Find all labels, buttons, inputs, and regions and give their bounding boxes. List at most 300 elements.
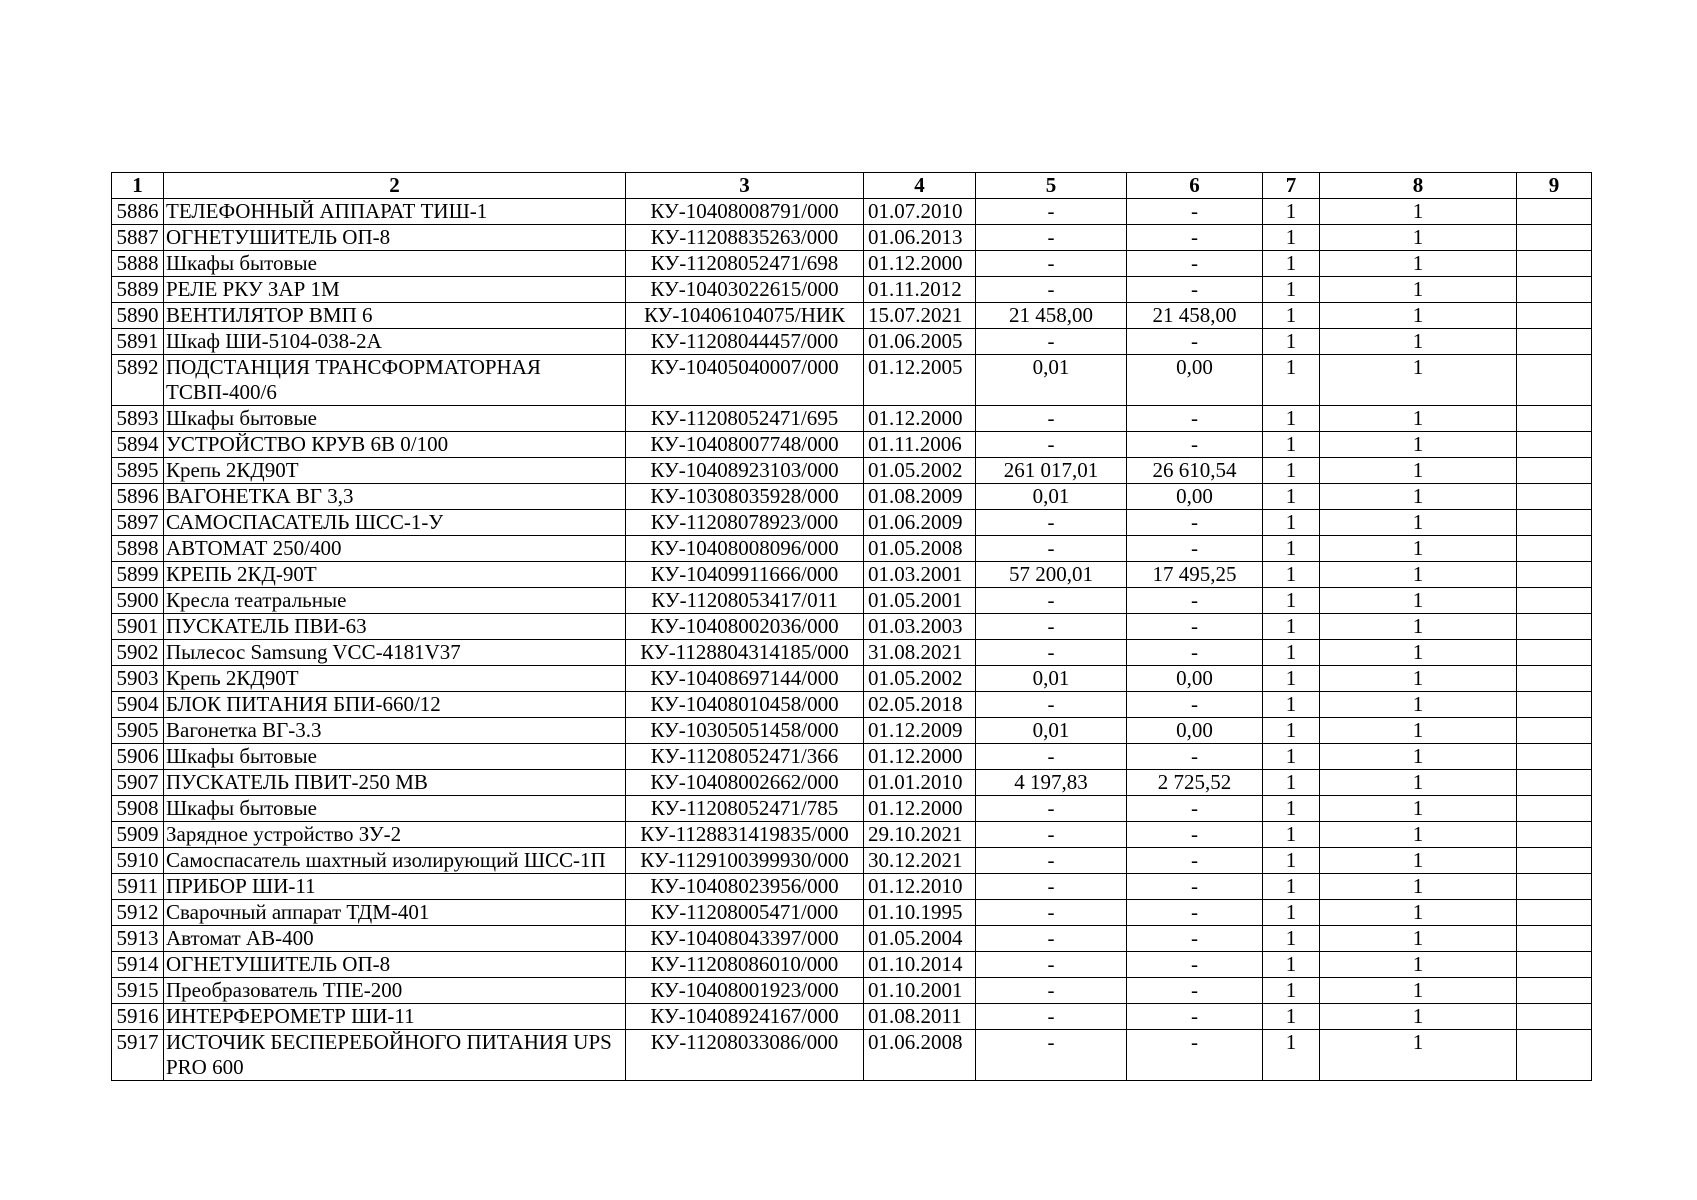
inventory-code: КУ-10408008791/000 (626, 199, 864, 225)
value-col-7: 1 (1263, 1030, 1320, 1081)
item-name: Кресла театральные (164, 588, 626, 614)
value-col-7: 1 (1263, 510, 1320, 536)
acquisition-date: 01.05.2002 (864, 458, 976, 484)
value-col-8: 1 (1320, 406, 1517, 432)
value-col-8: 1 (1320, 562, 1517, 588)
acquisition-date: 01.06.2013 (864, 225, 976, 251)
value-col-9 (1517, 796, 1592, 822)
value-col-9 (1517, 900, 1592, 926)
value-col-9 (1517, 952, 1592, 978)
table-row (112, 952, 1592, 978)
value-col-5: - (976, 822, 1127, 848)
value-col-6: - (1127, 874, 1263, 900)
row-number: 5912 (112, 900, 164, 926)
row-number: 5908 (112, 796, 164, 822)
value-col-6: 0,00 (1127, 666, 1263, 692)
inventory-code: КУ-1128831419835/000 (626, 822, 864, 848)
inventory-code: КУ-11208052471/366 (626, 744, 864, 770)
row-number: 5887 (112, 225, 164, 251)
acquisition-date: 01.06.2009 (864, 510, 976, 536)
acquisition-date: 01.10.1995 (864, 900, 976, 926)
value-col-7: 1 (1263, 588, 1320, 614)
value-col-8: 1 (1320, 329, 1517, 355)
row-number: 5899 (112, 562, 164, 588)
row-number: 5907 (112, 770, 164, 796)
value-col-9 (1517, 692, 1592, 718)
item-name: Шкафы бытовые (164, 796, 626, 822)
value-col-8: 1 (1320, 225, 1517, 251)
row-number: 5891 (112, 329, 164, 355)
value-col-9 (1517, 406, 1592, 432)
value-col-8: 1 (1320, 822, 1517, 848)
value-col-9 (1517, 614, 1592, 640)
item-name: ВЕНТИЛЯТОР ВМП 6 (164, 303, 626, 329)
value-col-9 (1517, 432, 1592, 458)
value-col-5: - (976, 1030, 1127, 1081)
value-col-8: 1 (1320, 355, 1517, 406)
row-number: 5913 (112, 926, 164, 952)
value-col-8: 1 (1320, 484, 1517, 510)
row-number: 5917 (112, 1030, 164, 1081)
table-row (112, 562, 1592, 588)
value-col-5: - (976, 329, 1127, 355)
inventory-code: КУ-10408001923/000 (626, 978, 864, 1004)
value-col-9 (1517, 1030, 1592, 1081)
value-col-7: 1 (1263, 822, 1320, 848)
row-number: 5911 (112, 874, 164, 900)
inventory-code: КУ-10405040007/000 (626, 355, 864, 406)
item-name: КРЕПЬ 2КД-90Т (164, 562, 626, 588)
value-col-5: - (976, 536, 1127, 562)
inventory-code: КУ-11208078923/000 (626, 510, 864, 536)
row-number: 5904 (112, 692, 164, 718)
value-col-7: 1 (1263, 744, 1320, 770)
value-col-8: 1 (1320, 744, 1517, 770)
table-row (112, 225, 1592, 251)
acquisition-date: 01.11.2006 (864, 432, 976, 458)
value-col-6: - (1127, 796, 1263, 822)
table-row (112, 978, 1592, 1004)
acquisition-date: 01.03.2001 (864, 562, 976, 588)
value-col-8: 1 (1320, 277, 1517, 303)
value-col-5: - (976, 588, 1127, 614)
value-col-6: - (1127, 1004, 1263, 1030)
item-name: Шкаф ШИ-5104-038-2А (164, 329, 626, 355)
value-col-9 (1517, 562, 1592, 588)
value-col-8: 1 (1320, 692, 1517, 718)
inventory-code: КУ-10308035928/000 (626, 484, 864, 510)
item-name: Зарядное устройство ЗУ-2 (164, 822, 626, 848)
inventory-code: КУ-11208835263/000 (626, 225, 864, 251)
value-col-5: - (976, 926, 1127, 952)
value-col-6: - (1127, 744, 1263, 770)
value-col-8: 1 (1320, 874, 1517, 900)
value-col-7: 1 (1263, 926, 1320, 952)
table-row (112, 329, 1592, 355)
value-col-5: 21 458,00 (976, 303, 1127, 329)
value-col-6: - (1127, 277, 1263, 303)
acquisition-date: 01.05.2002 (864, 666, 976, 692)
value-col-7: 1 (1263, 355, 1320, 406)
table-row (112, 536, 1592, 562)
value-col-9 (1517, 770, 1592, 796)
value-col-6: - (1127, 510, 1263, 536)
table-row (112, 640, 1592, 666)
table-row (112, 484, 1592, 510)
inventory-code: КУ-10408923103/000 (626, 458, 864, 484)
value-col-7: 1 (1263, 692, 1320, 718)
table-row (112, 277, 1592, 303)
value-col-7: 1 (1263, 458, 1320, 484)
acquisition-date: 01.08.2009 (864, 484, 976, 510)
value-col-8: 1 (1320, 536, 1517, 562)
value-col-6: - (1127, 588, 1263, 614)
value-col-5: 57 200,01 (976, 562, 1127, 588)
row-number: 5906 (112, 744, 164, 770)
value-col-5: - (976, 199, 1127, 225)
value-col-5: - (976, 277, 1127, 303)
value-col-7: 1 (1263, 303, 1320, 329)
inventory-code: КУ-11208053417/011 (626, 588, 864, 614)
value-col-5: 0,01 (976, 484, 1127, 510)
value-col-8: 1 (1320, 458, 1517, 484)
table-row (112, 900, 1592, 926)
value-col-6: - (1127, 406, 1263, 432)
value-col-5: - (976, 978, 1127, 1004)
value-col-7: 1 (1263, 666, 1320, 692)
value-col-7: 1 (1263, 1004, 1320, 1030)
value-col-8: 1 (1320, 952, 1517, 978)
value-col-9 (1517, 199, 1592, 225)
value-col-7: 1 (1263, 718, 1320, 744)
inventory-code: КУ-10408023956/000 (626, 874, 864, 900)
value-col-7: 1 (1263, 484, 1320, 510)
item-name: Преобразователь ТПЕ-200 (164, 978, 626, 1004)
value-col-6: 21 458,00 (1127, 303, 1263, 329)
table-row (112, 666, 1592, 692)
value-col-8: 1 (1320, 614, 1517, 640)
value-col-5: 0,01 (976, 718, 1127, 744)
table-row (112, 588, 1592, 614)
item-name: Вагонетка ВГ-3.3 (164, 718, 626, 744)
table-row (112, 744, 1592, 770)
value-col-5: - (976, 1004, 1127, 1030)
value-col-5: 0,01 (976, 666, 1127, 692)
table-row (112, 355, 1592, 406)
column-header-3: 3 (626, 173, 864, 199)
value-col-7: 1 (1263, 770, 1320, 796)
value-col-6: 17 495,25 (1127, 562, 1263, 588)
value-col-9 (1517, 848, 1592, 874)
table-row (112, 770, 1592, 796)
value-col-8: 1 (1320, 640, 1517, 666)
value-col-9 (1517, 744, 1592, 770)
acquisition-date: 01.10.2014 (864, 952, 976, 978)
value-col-6: - (1127, 978, 1263, 1004)
value-col-9 (1517, 926, 1592, 952)
value-col-8: 1 (1320, 432, 1517, 458)
header-row (112, 173, 1592, 199)
acquisition-date: 01.10.2001 (864, 978, 976, 1004)
item-name: Крепь 2КД90Т (164, 666, 626, 692)
column-header-9: 9 (1517, 173, 1592, 199)
row-number: 5900 (112, 588, 164, 614)
item-name: ИНТЕРФЕРОМЕТР ШИ-11 (164, 1004, 626, 1030)
acquisition-date: 01.06.2005 (864, 329, 976, 355)
value-col-7: 1 (1263, 536, 1320, 562)
acquisition-date: 01.12.2000 (864, 796, 976, 822)
column-header-7: 7 (1263, 173, 1320, 199)
acquisition-date: 31.08.2021 (864, 640, 976, 666)
item-name: ПРИБОР ШИ-11 (164, 874, 626, 900)
value-col-8: 1 (1320, 1004, 1517, 1030)
value-col-5: - (976, 848, 1127, 874)
row-number: 5897 (112, 510, 164, 536)
value-col-5: 261 017,01 (976, 458, 1127, 484)
acquisition-date: 01.03.2003 (864, 614, 976, 640)
value-col-5: - (976, 796, 1127, 822)
value-col-9 (1517, 822, 1592, 848)
inventory-code: КУ-10403022615/000 (626, 277, 864, 303)
acquisition-date: 01.05.2004 (864, 926, 976, 952)
value-col-7: 1 (1263, 225, 1320, 251)
value-col-6: - (1127, 536, 1263, 562)
table-row (112, 718, 1592, 744)
inventory-code: КУ-10408043397/000 (626, 926, 864, 952)
value-col-8: 1 (1320, 926, 1517, 952)
inventory-code: КУ-10408002036/000 (626, 614, 864, 640)
value-col-9 (1517, 978, 1592, 1004)
value-col-6: - (1127, 900, 1263, 926)
acquisition-date: 30.12.2021 (864, 848, 976, 874)
row-number: 5903 (112, 666, 164, 692)
value-col-9 (1517, 303, 1592, 329)
value-col-9 (1517, 251, 1592, 277)
item-name: АВТОМАТ 250/400 (164, 536, 626, 562)
value-col-8: 1 (1320, 510, 1517, 536)
table-row (112, 926, 1592, 952)
value-col-9 (1517, 666, 1592, 692)
value-col-7: 1 (1263, 432, 1320, 458)
acquisition-date: 01.05.2008 (864, 536, 976, 562)
value-col-8: 1 (1320, 251, 1517, 277)
value-col-5: - (976, 744, 1127, 770)
table-row (112, 874, 1592, 900)
value-col-5: - (976, 432, 1127, 458)
acquisition-date: 01.01.2010 (864, 770, 976, 796)
table-row (112, 614, 1592, 640)
column-header-1: 1 (112, 173, 164, 199)
row-number: 5902 (112, 640, 164, 666)
value-col-6: - (1127, 251, 1263, 277)
value-col-9 (1517, 718, 1592, 744)
value-col-8: 1 (1320, 666, 1517, 692)
value-col-7: 1 (1263, 329, 1320, 355)
value-col-9 (1517, 1004, 1592, 1030)
table-row (112, 251, 1592, 277)
value-col-6: - (1127, 329, 1263, 355)
table-row (112, 510, 1592, 536)
value-col-9 (1517, 329, 1592, 355)
acquisition-date: 02.05.2018 (864, 692, 976, 718)
value-col-6: - (1127, 432, 1263, 458)
acquisition-date: 01.05.2001 (864, 588, 976, 614)
item-name: Шкафы бытовые (164, 744, 626, 770)
value-col-9 (1517, 484, 1592, 510)
column-header-5: 5 (976, 173, 1127, 199)
acquisition-date: 01.07.2010 (864, 199, 976, 225)
row-number: 5910 (112, 848, 164, 874)
value-col-6: - (1127, 952, 1263, 978)
value-col-7: 1 (1263, 900, 1320, 926)
value-col-9 (1517, 225, 1592, 251)
inventory-code: КУ-10409911666/000 (626, 562, 864, 588)
inventory-code: КУ-11208052471/785 (626, 796, 864, 822)
acquisition-date: 01.12.2000 (864, 744, 976, 770)
inventory-code: КУ-11208044457/000 (626, 329, 864, 355)
row-number: 5909 (112, 822, 164, 848)
value-col-7: 1 (1263, 614, 1320, 640)
value-col-8: 1 (1320, 1030, 1517, 1081)
value-col-5: - (976, 874, 1127, 900)
table-row (112, 1004, 1592, 1030)
value-col-8: 1 (1320, 978, 1517, 1004)
column-header-2: 2 (164, 173, 626, 199)
item-name: САМОСПАСАТЕЛЬ ШСС-1-У (164, 510, 626, 536)
value-col-6: - (1127, 640, 1263, 666)
value-col-6: - (1127, 199, 1263, 225)
item-name: ИСТОЧИК БЕСПЕРЕБОЙНОГО ПИТАНИЯ UPS PRO 600 (164, 1030, 626, 1081)
row-number: 5905 (112, 718, 164, 744)
acquisition-date: 01.08.2011 (864, 1004, 976, 1030)
value-col-6: - (1127, 1030, 1263, 1081)
inventory-code: КУ-10408010458/000 (626, 692, 864, 718)
value-col-5: - (976, 406, 1127, 432)
item-name: ОГНЕТУШИТЕЛЬ ОП-8 (164, 952, 626, 978)
table-body (112, 199, 1592, 1081)
value-col-5: - (976, 251, 1127, 277)
inventory-code: КУ-11208052471/695 (626, 406, 864, 432)
table-row (112, 458, 1592, 484)
acquisition-date: 01.12.2010 (864, 874, 976, 900)
acquisition-date: 01.12.2009 (864, 718, 976, 744)
value-col-8: 1 (1320, 588, 1517, 614)
item-name: БЛОК ПИТАНИЯ БПИ-660/12 (164, 692, 626, 718)
value-col-6: 0,00 (1127, 355, 1263, 406)
value-col-9 (1517, 510, 1592, 536)
item-name: ОГНЕТУШИТЕЛЬ ОП-8 (164, 225, 626, 251)
item-name: ПУСКАТЕЛЬ ПВИТ-250 МВ (164, 770, 626, 796)
row-number: 5886 (112, 199, 164, 225)
value-col-6: 0,00 (1127, 484, 1263, 510)
row-number: 5892 (112, 355, 164, 406)
inventory-code: КУ-11208033086/000 (626, 1030, 864, 1081)
column-header-6: 6 (1127, 173, 1263, 199)
value-col-5: 4 197,83 (976, 770, 1127, 796)
value-col-8: 1 (1320, 303, 1517, 329)
inventory-code: КУ-10408007748/000 (626, 432, 864, 458)
table-row (112, 432, 1592, 458)
item-name: Шкафы бытовые (164, 251, 626, 277)
table-row (112, 796, 1592, 822)
value-col-6: - (1127, 848, 1263, 874)
row-number: 5890 (112, 303, 164, 329)
value-col-9 (1517, 277, 1592, 303)
value-col-7: 1 (1263, 952, 1320, 978)
value-col-6: - (1127, 926, 1263, 952)
item-name: УСТРОЙСТВО КРУВ 6В 0/100 (164, 432, 626, 458)
value-col-5: - (976, 640, 1127, 666)
value-col-9 (1517, 874, 1592, 900)
row-number: 5895 (112, 458, 164, 484)
item-name: Крепь 2КД90Т (164, 458, 626, 484)
value-col-5: - (976, 900, 1127, 926)
row-number: 5915 (112, 978, 164, 1004)
value-col-7: 1 (1263, 562, 1320, 588)
value-col-7: 1 (1263, 199, 1320, 225)
table-row (112, 1030, 1592, 1081)
acquisition-date: 01.12.2000 (864, 406, 976, 432)
value-col-9 (1517, 536, 1592, 562)
acquisition-date: 29.10.2021 (864, 822, 976, 848)
item-name: ТЕЛЕФОННЫЙ АППАРАТ ТИШ-1 (164, 199, 626, 225)
table-row (112, 848, 1592, 874)
table-row (112, 303, 1592, 329)
table-row (112, 406, 1592, 432)
acquisition-date: 15.07.2021 (864, 303, 976, 329)
row-number: 5889 (112, 277, 164, 303)
value-col-6: - (1127, 822, 1263, 848)
table-row (112, 199, 1592, 225)
row-number: 5901 (112, 614, 164, 640)
value-col-8: 1 (1320, 770, 1517, 796)
value-col-7: 1 (1263, 277, 1320, 303)
value-col-5: - (976, 952, 1127, 978)
row-number: 5898 (112, 536, 164, 562)
value-col-6: 26 610,54 (1127, 458, 1263, 484)
value-col-6: - (1127, 225, 1263, 251)
value-col-5: - (976, 510, 1127, 536)
item-name: РЕЛЕ РКУ ЗАР 1М (164, 277, 626, 303)
value-col-8: 1 (1320, 848, 1517, 874)
value-col-7: 1 (1263, 251, 1320, 277)
row-number: 5893 (112, 406, 164, 432)
inventory-code: КУ-11208086010/000 (626, 952, 864, 978)
value-col-7: 1 (1263, 978, 1320, 1004)
item-name: ПОДСТАНЦИЯ ТРАНСФОРМАТОРНАЯ ТСВП-400/6 (164, 355, 626, 406)
row-number: 5916 (112, 1004, 164, 1030)
acquisition-date: 01.12.2000 (864, 251, 976, 277)
acquisition-date: 01.11.2012 (864, 277, 976, 303)
value-col-7: 1 (1263, 640, 1320, 666)
inventory-code: КУ-10406104075/НИК (626, 303, 864, 329)
value-col-6: - (1127, 614, 1263, 640)
value-col-7: 1 (1263, 796, 1320, 822)
value-col-5: - (976, 225, 1127, 251)
value-col-9 (1517, 355, 1592, 406)
column-header-4: 4 (864, 173, 976, 199)
value-col-7: 1 (1263, 406, 1320, 432)
table-row (112, 692, 1592, 718)
inventory-code: КУ-10408002662/000 (626, 770, 864, 796)
acquisition-date: 01.12.2005 (864, 355, 976, 406)
table-row (112, 822, 1592, 848)
value-col-6: - (1127, 692, 1263, 718)
inventory-code: КУ-10408924167/000 (626, 1004, 864, 1030)
inventory-code: КУ-11208005471/000 (626, 900, 864, 926)
acquisition-date: 01.06.2008 (864, 1030, 976, 1081)
inventory-table (111, 172, 1592, 1081)
